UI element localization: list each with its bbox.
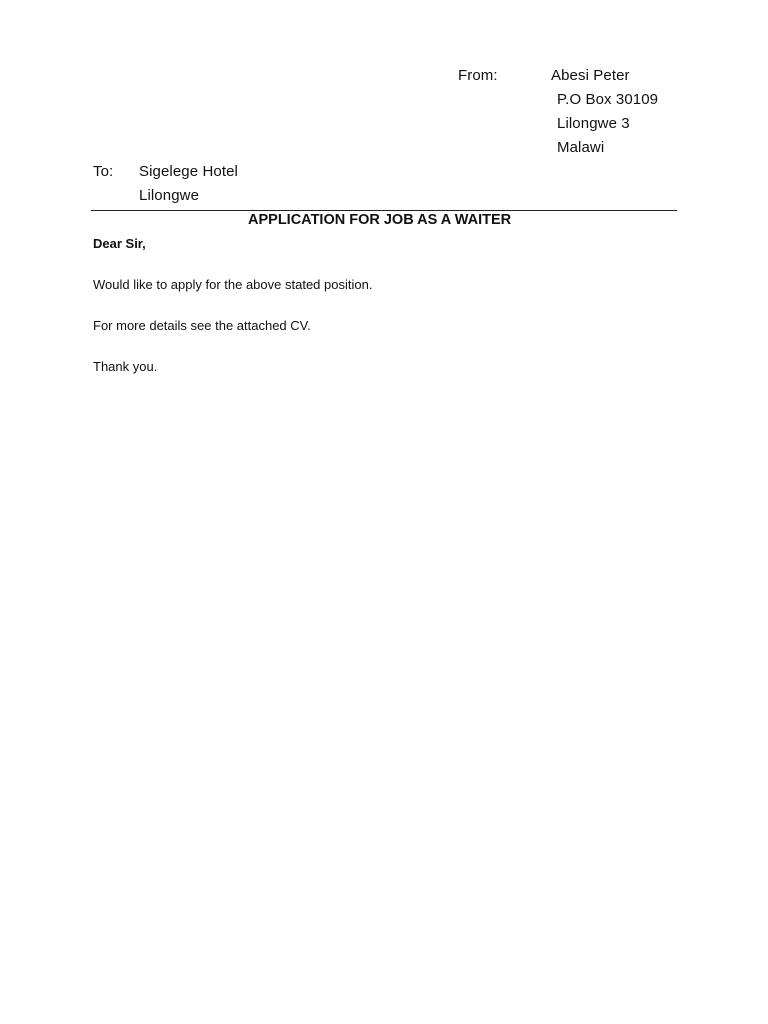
sender-name: Abesi Peter	[551, 67, 630, 84]
sender-address-line: Lilongwe 3	[557, 115, 630, 132]
closing-line: Thank you.	[93, 359, 158, 374]
salutation: Dear Sir,	[93, 236, 146, 251]
letter-subject: APPLICATION FOR JOB AS A WAITER	[248, 212, 512, 228]
horizontal-divider	[91, 210, 677, 211]
to-label: To:	[93, 163, 114, 180]
recipient-address-line: Sigelege Hotel	[139, 163, 238, 180]
recipient-address-line: Lilongwe	[139, 187, 200, 204]
from-label: From:	[458, 67, 498, 84]
body-paragraph: Would like to apply for the above stated position.	[93, 277, 373, 292]
body-paragraph: For more details see the attached CV.	[93, 318, 311, 333]
sender-address-line: P.O Box 30109	[557, 91, 659, 108]
sender-address-line: Malawi	[557, 139, 605, 156]
